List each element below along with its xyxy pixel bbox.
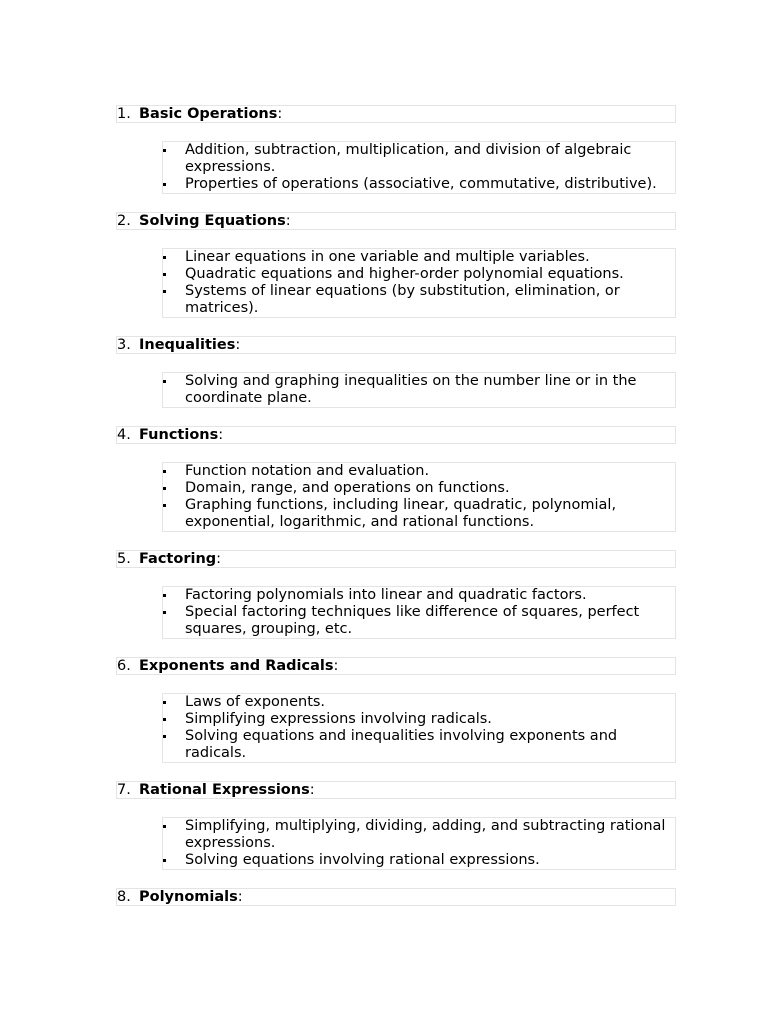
section-heading	[116, 550, 676, 568]
section-number: 7.	[117, 782, 131, 798]
bullet-list	[162, 586, 676, 639]
outline-section	[116, 212, 676, 318]
bullet-list	[162, 693, 676, 763]
section-title-line	[139, 106, 282, 122]
outline-section	[116, 105, 676, 194]
outline-section	[116, 550, 676, 639]
bullet-list	[162, 817, 676, 870]
section-heading	[116, 105, 676, 123]
list-item: Properties of operations (associative, commutative, distributive).	[163, 176, 675, 193]
section-title-colon: :	[218, 427, 224, 443]
list-item: Solving equations and inequalities involving exponents and radicals.	[163, 728, 675, 762]
section-number: 2.	[117, 213, 131, 229]
list-item: Solving and graphing inequalities on the number line or in the coordinate plane.	[163, 373, 675, 407]
section-title-line	[139, 551, 221, 567]
outline-section	[116, 888, 676, 906]
section-title-line	[139, 658, 338, 674]
section-title: Factoring	[139, 551, 217, 567]
list-item: Systems of linear equations (by substitution, elimination, or matrices).	[163, 283, 675, 317]
section-title-colon: :	[285, 213, 291, 229]
list-item: Quadratic equations and higher-order polynomial equations.	[163, 266, 675, 283]
list-item: Function notation and evaluation.	[163, 463, 675, 480]
list-item: Simplifying expressions involving radicals.	[163, 711, 675, 728]
section-heading	[116, 212, 676, 230]
bullet-list	[162, 462, 676, 532]
section-title-colon: :	[309, 782, 315, 798]
section-title-colon: :	[277, 106, 283, 122]
section-heading	[116, 336, 676, 354]
list-item: Factoring polynomials into linear and quadratic factors.	[163, 587, 675, 604]
outline-section	[116, 336, 676, 408]
section-title: Polynomials	[139, 889, 238, 905]
outline-section	[116, 781, 676, 870]
section-title: Functions	[139, 427, 219, 443]
list-item: Graphing functions, including linear, quadratic, polynomial, exponential, logarithmic, and rational functions.	[163, 497, 675, 531]
list-item: Linear equations in one variable and multiple variables.	[163, 249, 675, 266]
bullet-list	[162, 248, 676, 318]
list-item: Addition, subtraction, multiplication, and division of algebraic expressions.	[163, 142, 675, 176]
section-heading	[116, 781, 676, 799]
section-heading	[116, 657, 676, 675]
bullet-list	[162, 141, 676, 194]
section-number: 3.	[117, 337, 131, 353]
section-title: Basic Operations	[139, 106, 278, 122]
section-title-colon: :	[333, 658, 339, 674]
section-title-line	[139, 889, 243, 905]
section-title-colon: :	[237, 889, 243, 905]
section-title-line	[139, 782, 315, 798]
section-heading	[116, 426, 676, 444]
section-number: 5.	[117, 551, 131, 567]
section-title-line	[139, 337, 240, 353]
document-body	[116, 105, 676, 906]
list-item: Special factoring techniques like difference of squares, perfect squares, grouping, etc.	[163, 604, 675, 638]
section-title: Inequalities	[139, 337, 236, 353]
section-number: 1.	[117, 106, 131, 122]
section-heading	[116, 888, 676, 906]
section-title: Solving Equations	[139, 213, 286, 229]
section-number: 6.	[117, 658, 131, 674]
section-number: 8.	[117, 889, 131, 905]
section-title-line	[139, 213, 291, 229]
list-item: Domain, range, and operations on functions.	[163, 480, 675, 497]
section-number: 4.	[117, 427, 131, 443]
outline-section	[116, 426, 676, 532]
section-title-line	[139, 427, 223, 443]
section-title: Exponents and Radicals	[139, 658, 334, 674]
section-title-colon: :	[216, 551, 222, 567]
list-item: Laws of exponents.	[163, 694, 675, 711]
bullet-list	[162, 372, 676, 408]
list-item: Simplifying, multiplying, dividing, adding, and subtracting rational expressions.	[163, 818, 675, 852]
outline-section	[116, 657, 676, 763]
section-title-colon: :	[235, 337, 241, 353]
list-item: Solving equations involving rational expressions.	[163, 852, 675, 869]
section-title: Rational Expressions	[139, 782, 310, 798]
